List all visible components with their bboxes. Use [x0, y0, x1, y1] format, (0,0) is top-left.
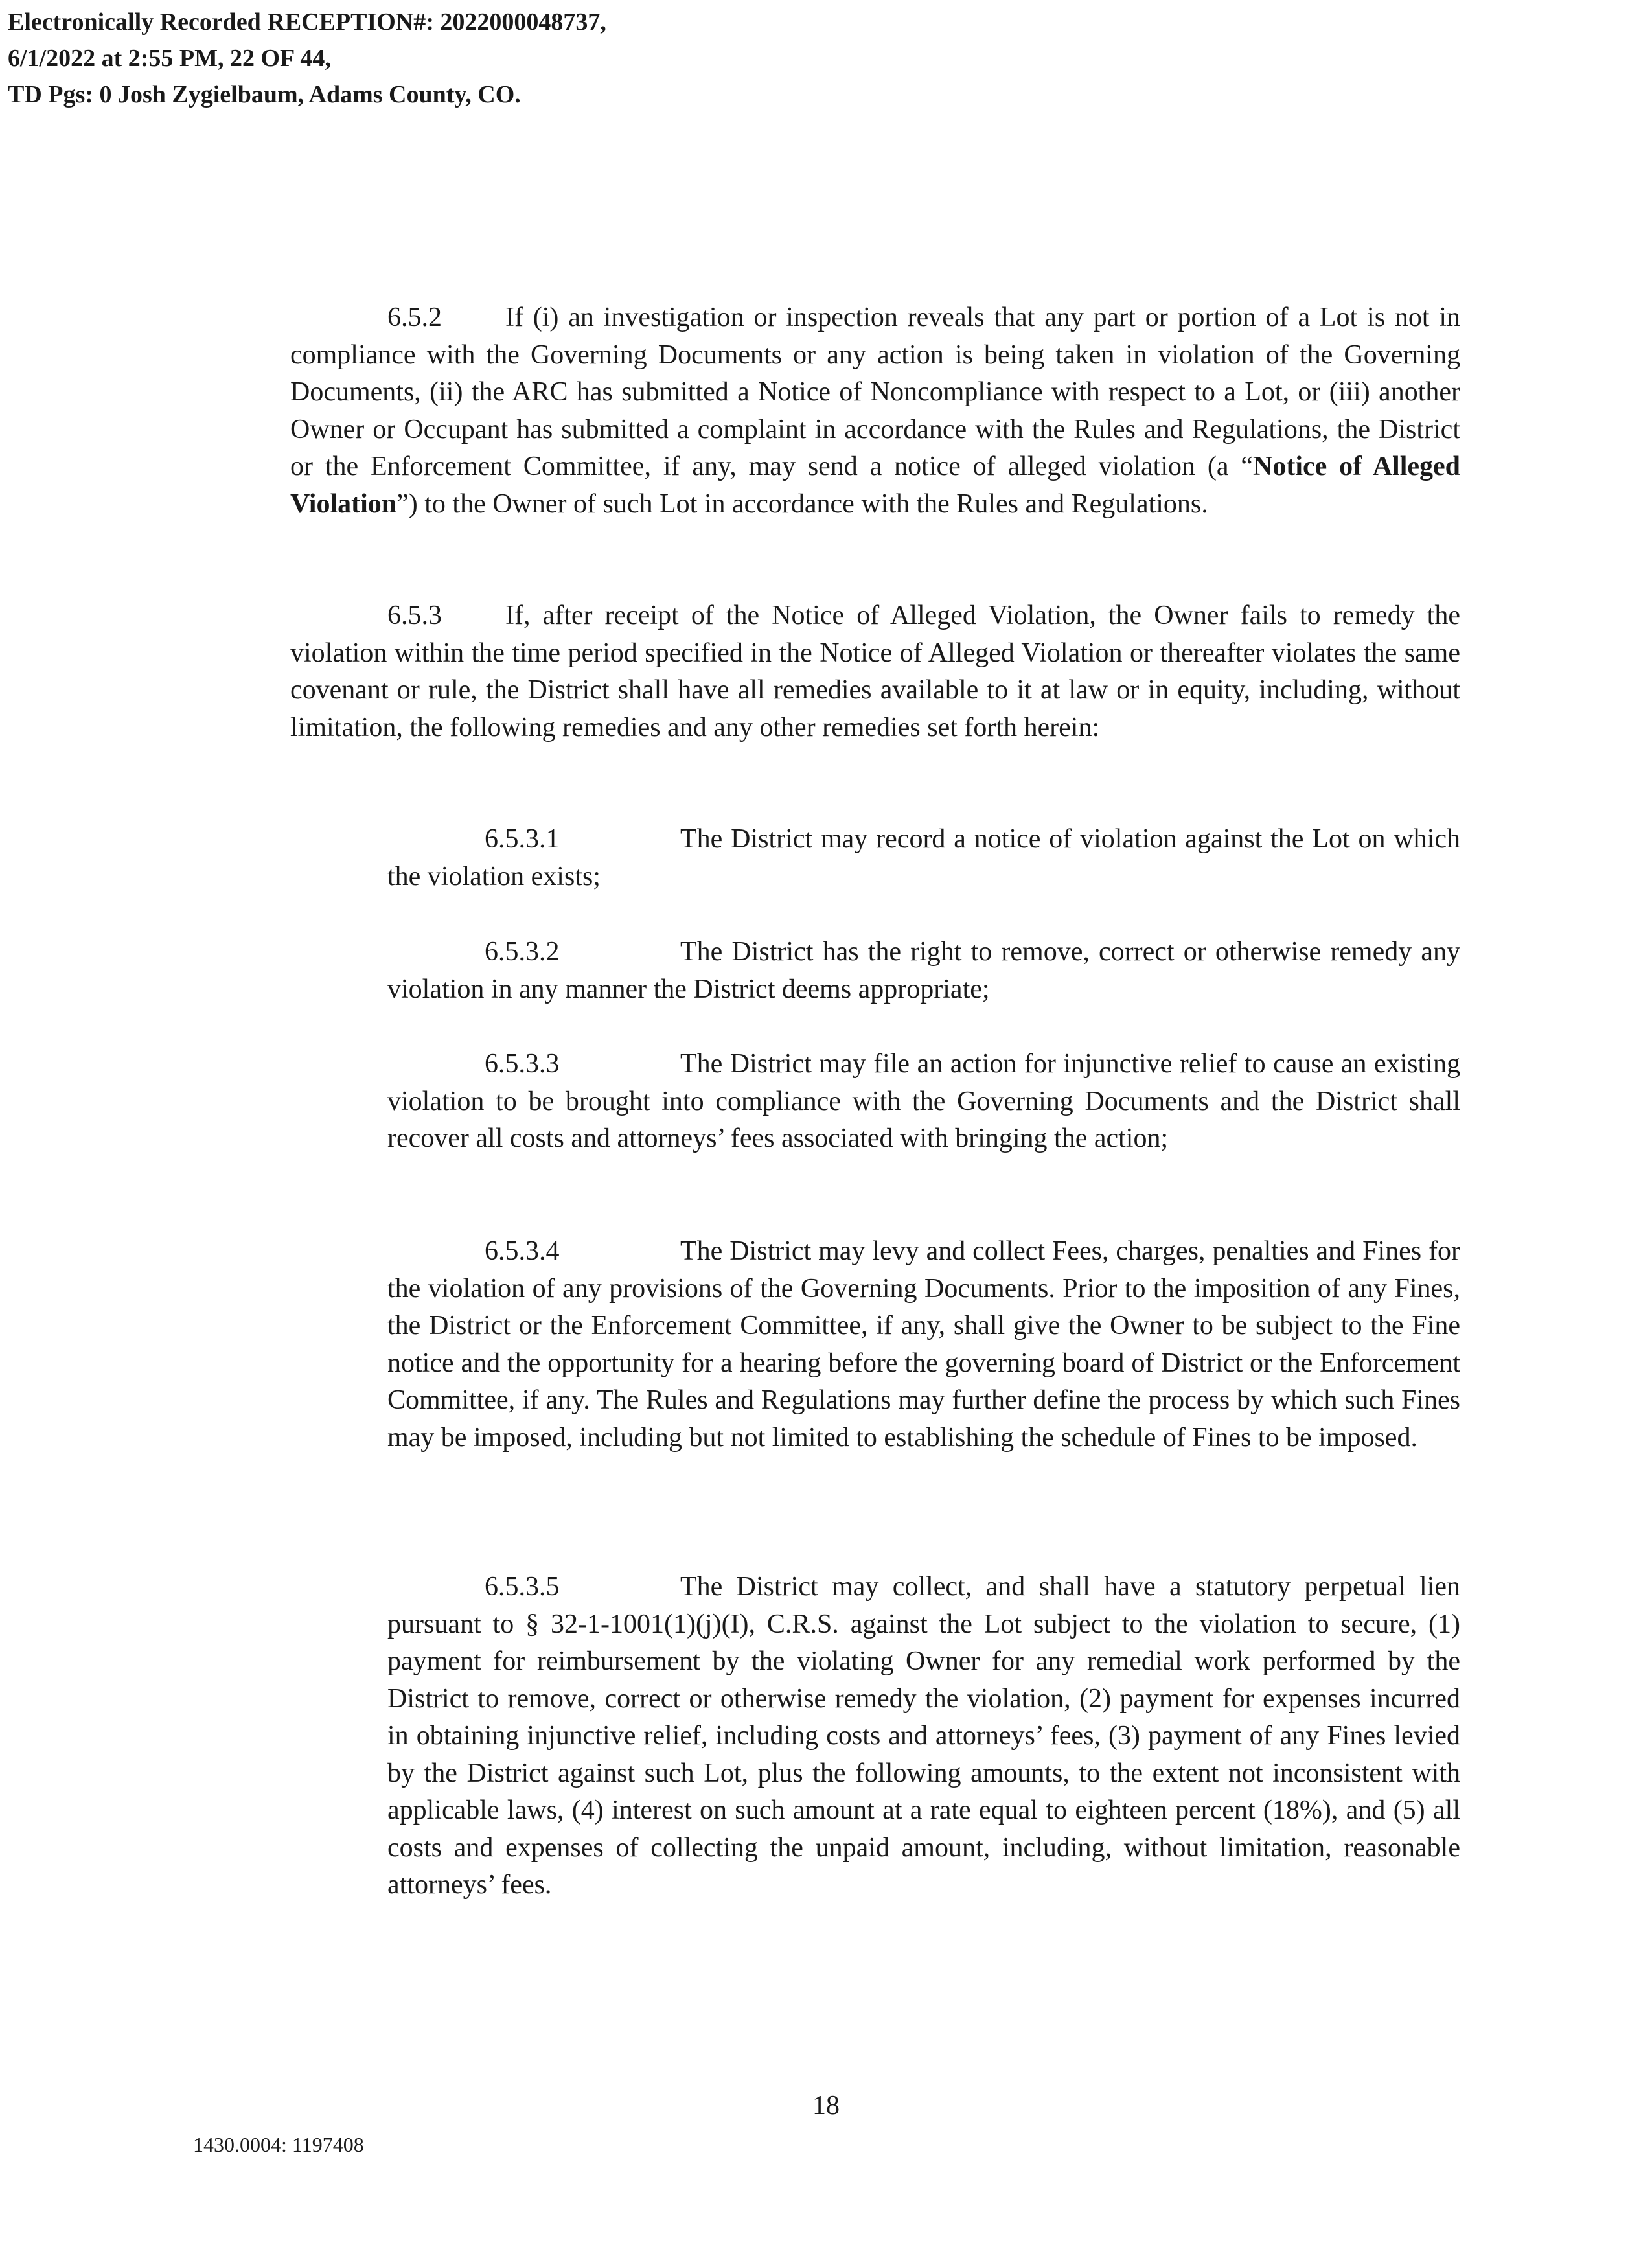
recording-stamp-line-1: Electronically Recorded RECEPTION#: 2022000048737,	[8, 8, 606, 36]
recording-stamp-line-3: TD Pgs: 0 Josh Zygielbaum, Adams County, CO.	[8, 81, 521, 108]
section-text: The District may record a notice of violation against the Lot on which the violation exists;	[387, 824, 1460, 892]
section-text: The District has the right to remove, correct or otherwise remedy any violation in any manner the District deems appropriate;	[387, 937, 1460, 1004]
section-number: 6.5.3.4	[485, 1236, 560, 1266]
document-id: 1430.0004: 1197408	[193, 2133, 364, 2156]
section-text: If, after receipt of the Notice of Alleged Violation, the Owner fails to remedy the violation within the time period specified in the Notice of Alleged Violation or thereafter violates the same covenant or rule, the District shall have all remedies available to it at law or in equity, including, without limitation, the following remedies and any other remedies set forth herein:	[290, 601, 1460, 743]
section-text: If (i) an investigation or inspection reveals that any part or portion of a Lot is not in compliance with the Governing Documents or any action is being taken in violation of the Governing Documents, (ii) the ARC has submitted a Notice of Noncompliance with respect to a Lot, or (iii) another Owner or Occupant has submitted a complaint in accordance with the Rules and Regulations, the District or the Enforcement Committee, if any, may send a notice of alleged violation (a “	[290, 303, 1460, 481]
section-number: 6.5.3.3	[485, 1049, 560, 1079]
section-6-5-3-3	[387, 1046, 1460, 1158]
section-text-continued: ”) to the Owner of such Lot in accordance with the Rules and Regulations.	[396, 489, 1208, 519]
recording-stamp	[8, 4, 606, 113]
section-6-5-3-4	[387, 1233, 1460, 1456]
section-6-5-3-1	[387, 821, 1460, 895]
section-text: The District may levy and collect Fees, charges, penalties and Fines for the violation of any provisions of the Governing Documents. Prior to the imposition of any Fines, the District or the Enforcement Committee, if any, shall give the Owner to be subject to the Fine notice and the opportunity for a hearing before the governing board of District or the Enforcement Committee, if any. The Rules and Regulations may further define the process by which such Fines may be imposed, including but not limited to establishing the schedule of Fines to be imposed.	[387, 1236, 1460, 1453]
defined-term: Notice of Alleged Violation	[290, 452, 1461, 519]
section-number: 6.5.3	[387, 601, 442, 630]
section-number: 6.5.3.2	[485, 937, 560, 967]
section-number: 6.5.2	[387, 303, 442, 332]
section-text: The District may file an action for injunctive relief to cause an existing violation to be brought into compliance with the Governing Documents and the District shall recover all costs and attorneys’ fees associated with bringing the action;	[387, 1049, 1460, 1153]
section-text: The District may collect, and shall have a statutory perpetual lien pursuant to § 32-1-1001(1)(j)(I), C.R.S. against the Lot subject to the violation to secure, (1) payment for reimbursement by the violating Owner for any remedial work performed by the District to remove, correct or otherwise remedy the violation, (2) payment for expenses incurred in obtaining injunctive relief, including costs and attorneys’ fees, (3) payment of any Fines levied by the District against such Lot, plus the following amounts, to the extent not inconsistent with applicable laws, (4) interest on such amount at a rate equal to eighteen percent (18%), and (5) all costs and expenses of collecting the unpaid amount, including, without limitation, reasonable attorneys’ fees.	[387, 1572, 1460, 1900]
section-6-5-3	[290, 597, 1460, 746]
section-6-5-3-5	[387, 1569, 1460, 1904]
section-number: 6.5.3.1	[485, 824, 560, 854]
recording-stamp-line-2: 6/1/2022 at 2:55 PM, 22 OF 44,	[8, 45, 331, 72]
section-6-5-2	[290, 299, 1460, 523]
section-6-5-3-2	[387, 934, 1460, 1008]
page-number: 18	[812, 2091, 840, 2121]
section-number: 6.5.3.5	[485, 1572, 560, 1602]
